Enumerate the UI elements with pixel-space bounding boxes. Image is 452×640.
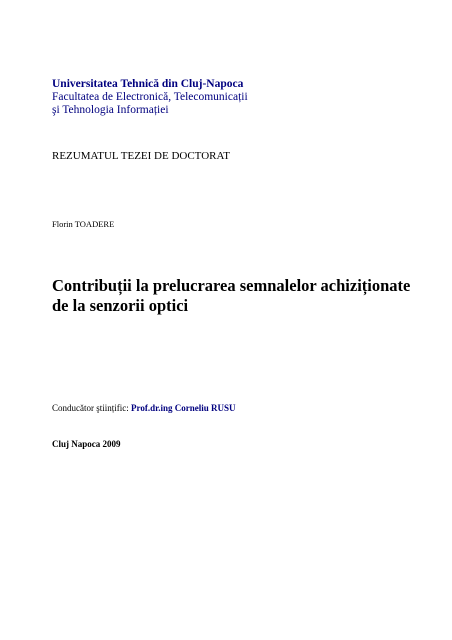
document-type: REZUMATUL TEZEI DE DOCTORAT [52,150,230,162]
thesis-title-line-1: Contribuții la prelucrarea semnalelor achiziționate [52,276,411,295]
place-and-year: Cluj Napoca 2009 [52,439,121,449]
supervisor-name: Prof.dr.ing Corneliu RUSU [131,403,236,413]
institution-header [52,78,432,117]
thesis-title-line-2: de la senzorii optici [52,296,189,315]
thesis-title [52,276,432,316]
supervisor-label: Conducător ştiințific: [52,403,131,413]
faculty-name-line-2: şi Tehnologia Informației [52,104,169,116]
author-name: Florin TOADERE [52,219,115,229]
faculty-name-line-1: Facultatea de Electronică, Telecomunicații [52,91,248,103]
supervisor [52,402,432,414]
university-name: Universitatea Tehnică din Cluj-Napoca [52,78,244,90]
